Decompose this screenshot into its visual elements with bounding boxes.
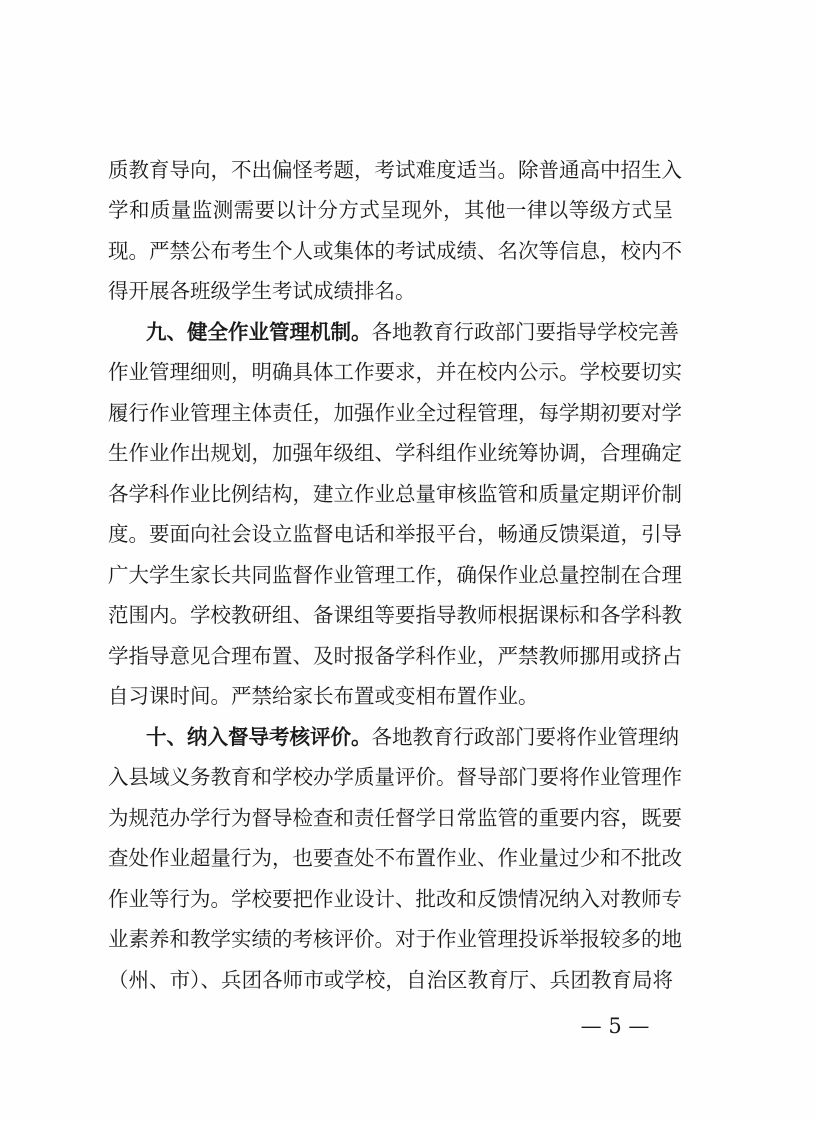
page-number: — 5 —	[580, 1014, 650, 1038]
section-9-text: 各地教育行政部门要指导学校完善	[371, 320, 679, 344]
paragraph-line: 自习课时间。严禁给家长布置或变相布置作业。	[108, 684, 539, 708]
paragraph-line: 质教育导向，不出偏怪考题，考试难度适当。除普通高中招生入	[108, 158, 682, 182]
paragraph-line: （州、市）、兵团各师市或学校，自治区教育厅、兵团教育局将	[108, 968, 673, 992]
paragraph-line: 作业管理细则，明确具体工作要求，并在校内公示。学校要切实	[108, 360, 682, 384]
paragraph-line: 学和质量监测需要以计分方式呈现外，其他一律以等级方式呈	[108, 198, 673, 222]
paragraph-line: 履行作业管理主体责任，加强作业全过程管理，每学期初要对学	[108, 401, 682, 425]
paragraph-line: 作业等行为。学校要把作业设计、批改和反馈情况纳入对教师专	[108, 887, 682, 911]
paragraph-line: 生作业作出规划，加强年级组、学科组作业统筹协调，合理确定	[108, 441, 682, 465]
section-10-heading: 十、纳入督导考核评价。	[146, 725, 372, 749]
section-9-heading: 九、健全作业管理机制。	[146, 320, 372, 344]
section-10-first-line	[146, 717, 679, 757]
paragraph-line: 各学科作业比例结构，建立作业总量审核监管和质量定期评价制	[108, 482, 682, 506]
paragraph-line: 业素养和教学实绩的考核评价。对于作业管理投诉举报较多的地	[108, 927, 682, 951]
paragraph-line: 广大学生家长共同监督作业管理工作，确保作业总量控制在合理	[108, 563, 682, 587]
paragraph-line: 现。严禁公布考生个人或集体的考试成绩、名次等信息，校内不	[108, 239, 682, 263]
paragraph-line: 得开展各班级学生考试成绩排名。	[108, 279, 416, 303]
paragraph-line: 查处作业超量行为，也要查处不布置作业、作业量过少和不批改	[108, 846, 682, 870]
paragraph-line: 范围内。学校教研组、备课组等要指导教师根据课标和各学科教	[108, 603, 682, 627]
section-10-text: 各地教育行政部门要将作业管理纳	[371, 725, 679, 749]
paragraph-line: 为规范办学行为督导检查和责任督学日常监管的重要内容，既要	[108, 806, 682, 830]
section-9-first-line	[146, 312, 679, 352]
paragraph-line: 度。要面向社会设立监督电话和举报平台，畅通反馈渠道，引导	[108, 522, 682, 546]
paragraph-line: 学指导意见合理布置、及时报备学科作业，严禁教师挪用或挤占	[108, 644, 682, 668]
paragraph-line: 入县域义务教育和学校办学质量评价。督导部门要将作业管理作	[108, 765, 682, 789]
